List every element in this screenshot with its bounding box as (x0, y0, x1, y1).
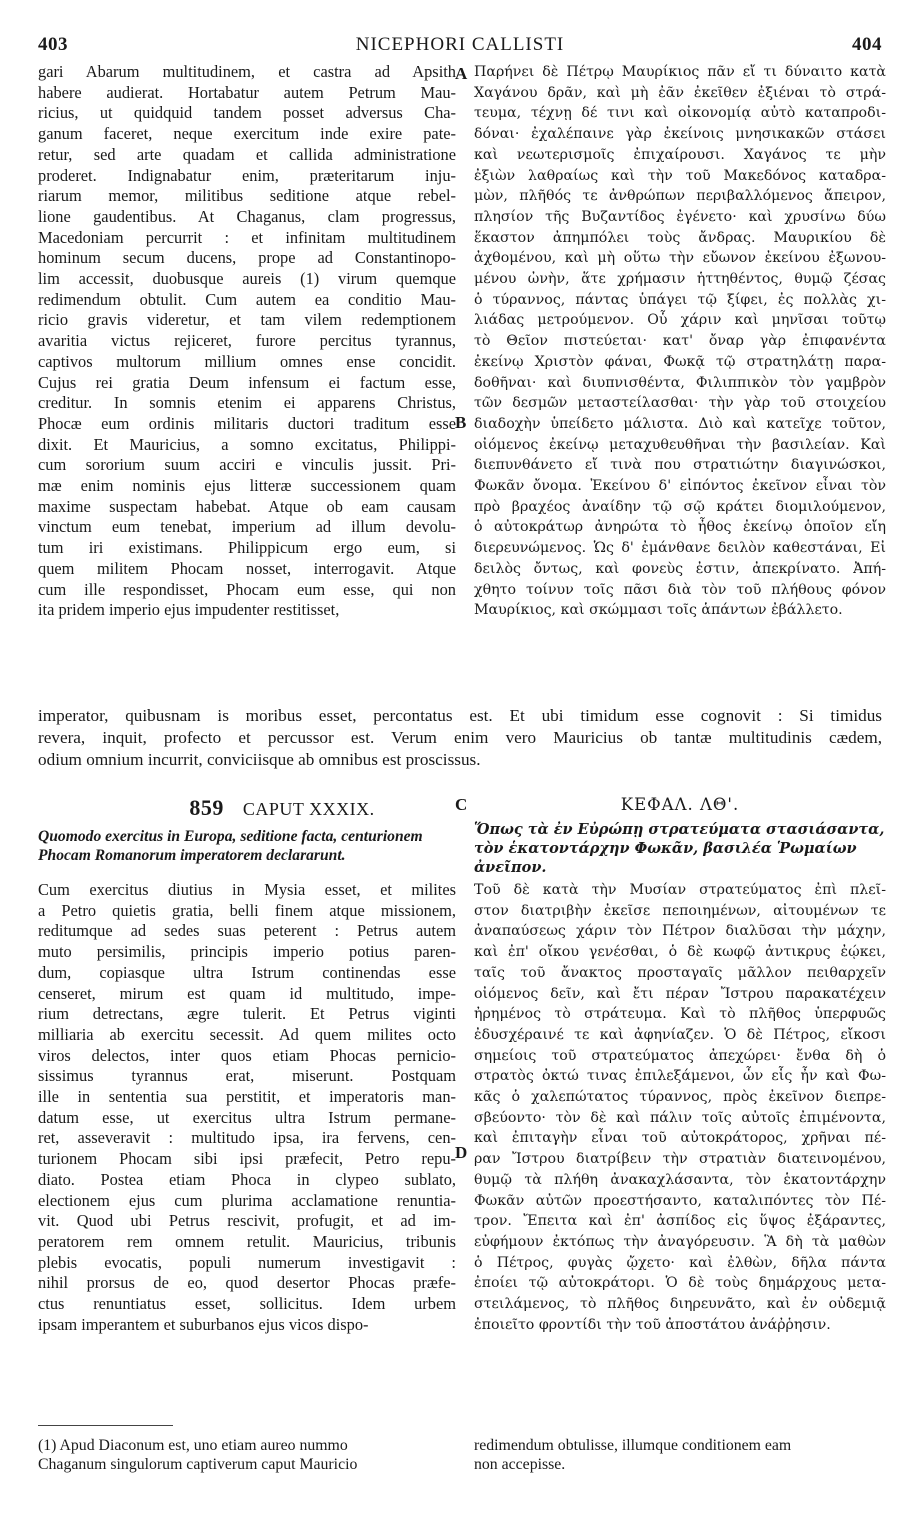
text-line: ἠρημένος τὸ στράτευμα. Καὶ τὸ πλῆθος ὑπερφυῶς (474, 1006, 886, 1023)
text-line: viros delectos, inter quos etiam Phocas pernicio- (38, 1045, 456, 1065)
text-line: στειλάμενος, τὸ πλῆθος διηρευνᾶτο, καὶ ἐν οὐδεμιᾷ (474, 1296, 886, 1313)
text-line: mæ enim nominis ejus litteræ successionem quam (38, 476, 456, 496)
text-line: reditumque ad sedes suas peterent : Petrus autem (38, 921, 456, 941)
text-line: πλησίον τῆς Βυζαντίδος ἐγένετο· καὶ χρυσίνω δύω (474, 208, 886, 225)
text-line: Cujus rei gratia Deum infensum ei factum esse, (38, 372, 456, 392)
text-line: lione gaudentibus. At Chaganus, clam progressus, (38, 206, 456, 226)
footnote (38, 1436, 456, 1474)
text-line: Chaganum singulorum captiverum caput Mauricio (38, 1456, 358, 1473)
text-line: Cum exercitus diutius in Mysia esset, et milites (38, 880, 456, 899)
text-line: ταῖς τοῦ ἄνακτος προσταγαῖς μᾶλλον πειθαρχεῖν (474, 964, 886, 981)
text-line: plebis evocatis, populi numerum investigavit : (38, 1252, 456, 1272)
text-line: milliaria ab exercitu secessit. Ad quem milites octo (38, 1024, 456, 1044)
greek-column-bottom (474, 880, 886, 1335)
text-line: σβεύοντο· τὸν δὲ καὶ πάλιν τοῖς αὐτοῖς ἐπιμένοντα, (474, 1109, 886, 1126)
text-line: dixit. Et Mauricius, a somno excitatus, Philippi- (38, 434, 456, 454)
text-line: καὶ ἐπ' οἴκου γενέσθαι, ὁ δὲ κωφῷ ἀντικρυς ἐῴκει, (474, 944, 886, 961)
text-line: ἐποίει τῷ αὐτοκράτορι. Ὁ δὲ τοὺς δημάρχους μετα- (474, 1275, 886, 1292)
text-line: retur, sed arte quadam et callida administratione (38, 144, 456, 164)
text-line: odium omnium incurrit, conviciisque ab omnibus est proscissus. (38, 750, 481, 769)
text-line: Τοῦ δὲ κατὰ τὴν Μυσίαν στρατεύματος ἐπὶ πλεῖ- (474, 882, 886, 898)
text-line: lim accessit, duobusque aureis (1) virum quemque (38, 269, 456, 289)
text-line: nihil prorsus de eo, quod desertor Phocas præfe- (38, 1273, 456, 1293)
text-line: captivos multorum millium omnes ense concidit. (38, 351, 456, 371)
text-line: dum, copiasque ultra Istrum continendas esse (38, 962, 456, 982)
text-line: ἐποιεῖτο φροντίδι τὴν τοῦ ἀποστάτου ἀνάῤῥησιν. (474, 1316, 831, 1333)
text-line: habere audierat. Hortabatur autem Petrum Mau- (38, 82, 456, 102)
caput-subtitle: Quomodo exercitus in Europa, seditione facta, centurionem Phocam Romanorum imperatorem declararunt. (38, 828, 423, 864)
text-line: Macedoniam percurrit : et infinitam multitudinem (38, 227, 456, 247)
text-line: quem militem Phocam nosset, interrogavit. Atque (38, 558, 456, 578)
text-line: vit. Quod ubi Petrus rescivit, profugit, et ad im- (38, 1211, 456, 1231)
text-line: λιάδας μετρούμενον. Οὗ χάριν καὶ μηνῖσαι τοῦτῳ (474, 312, 886, 329)
text-line: τρον. Ἔπειτα καὶ ἐπ' ἀσπίδος εἰς ὕψος ἐξάραντες, (474, 1213, 886, 1230)
text-line: a Petro quietis gratia, belli finem atque missionem, (38, 900, 456, 920)
text-line: διαδοχὴν ὑπείδετο μάλιστα. Διὸ καὶ κατεῖχε τοῦτον, (474, 415, 886, 432)
text-line: τῶν δεσμῶν μεταστείλασθαι· τὴν γὰρ τοῦ στοιχείου (474, 395, 886, 412)
text-line: (1) Apud Diaconum est, uno etiam aureo nummo (38, 1437, 348, 1454)
text-line: electionem ejus cum plurima acclamatione renuntia- (38, 1190, 456, 1210)
page-number-left: 403 (38, 34, 68, 55)
text-line: creditur. In somnis etenim ei apparens Christus, (38, 393, 456, 413)
text-line: μὼν, πλῆθός τε ἀνθρώπων περιβαλλόμενος ἄπειρον, (474, 188, 886, 205)
text-line: tum iri existimans. Philippicum ergo eum, si (38, 538, 456, 558)
text-line: ἐξιὼν λαθραίως καὶ τὴν τοῦ Μακεδόνος καταδρα- (474, 167, 886, 184)
text-line: πρὸ βραχέος ἀναίδην τῷ σῷ κράτει διομιλούμενον, (474, 498, 886, 515)
text-line: non accepisse. (474, 1456, 566, 1473)
text-line: ricius, ut quidquid tandem posset adversus Cha- (38, 103, 456, 123)
latin-column-top (38, 62, 456, 621)
text-line: οἰόμενος ἐκείνῳ μεταχυθευθῆναι τὴν βασιλείαν. Καὶ (474, 436, 886, 453)
caput-title: CAPUT XXXIX. (242, 799, 375, 819)
margin-marker-b: B (455, 413, 467, 432)
text-line: proderet. Indignabatur enim, præteritarum inju- (38, 165, 456, 185)
text-line: χθητο τοίνυν τοῖς πᾶσι διὰ τὸν τοῦ πλήθους φόνον (474, 581, 886, 598)
text-line: redimendum obtulisse, illumque conditionem eam (474, 1437, 792, 1454)
text-line: ganum faceret, neque exercitum inde exire pate- (38, 124, 456, 144)
text-line: gari Abarum multitudinem, et castra ad Apsith (38, 62, 456, 81)
latin-full-width-paragraph (38, 705, 882, 771)
text-line: rium detrectans, ægre tulerit. Et Petrus viginti (38, 1004, 456, 1024)
text-line: διεπυνθάνετο εἴ τινὰ που στρατιώτην διαγινώσκοι, (474, 457, 886, 474)
text-line: οἰόμενος δεῖν, καὶ ἔτι πέραν Ἴστρου παρακατέχειν (474, 985, 886, 1002)
text-line: imperator, quibusnam is moribus esset, percontatus est. Et ubi timidum esse cognovit : Si timidus (38, 706, 882, 725)
text-line: Μαυρίκιος, καὶ σκώμμασι τοῖς ἁπάντων ἐβάλλετο. (474, 602, 843, 619)
margin-marker-c: C (455, 795, 468, 814)
text-line: revera, inquit, profecto et percussor est. Verum enim vero Mauricius ob tantæ multitudinis cædem, (38, 728, 882, 747)
text-line: τευμα, τέχνῃ δέ τινι καὶ οἰκονομίᾳ αὐτὸ καταπροδι- (474, 105, 886, 122)
text-line: datum esse, ut exercitus ultra Istrum permane- (38, 1107, 456, 1127)
text-line: diato. Postea etiam Phoca in clypeo sublato, (38, 1169, 456, 1189)
footnote-rule (38, 1425, 173, 1426)
text-line: διερευνώμενος. Ὡς δ' ἐμάνθανε δειλὸν καθεστάναι, Εἰ (474, 540, 886, 557)
text-line: redimendum obtulit. Cum autem ea conditio Mau- (38, 289, 456, 309)
text-line: εὐφήμουν ἐκτόπως τὴν ἀναγόρευσιν. Ἃ δὴ τὰ μαθὼν (474, 1233, 886, 1250)
text-line: ὁ αὐτοκράτωρ ἀνηρώτα τὸ ἦθος ἐκείνῳ ὁποῖον εἴη (474, 519, 886, 536)
text-line: Phocæ eum ordinis militaris ductori traditum esse (38, 413, 456, 433)
text-line: turionem Phocam sibi ipsi præfecit, Petro repu- (38, 1149, 456, 1169)
text-line: ctus renuntiatus esset, sollicitus. Idem urbem (38, 1294, 456, 1314)
text-line: muto persimilis, principis imperio potius paren- (38, 942, 456, 962)
text-line: hominum secum ducens, prope ad Constantinopo- (38, 248, 456, 268)
text-line: vinctum eum tenebat, imperium ad illum devolu- (38, 517, 456, 537)
text-line: ipsam imperantem et suburbanos ejus vicos dispo- (38, 1314, 369, 1334)
text-line: cum sororium suum acciri e vinculis jussit. Pri- (38, 455, 456, 475)
text-line: τὸ Θεῖον πιστεύεται· κατ' ὄναρ γὰρ ἐπιφανέντα (474, 333, 886, 350)
kephal-heading (474, 795, 886, 877)
text-line: δειλὸς ὄντως, καὶ φονεὺς ἐστιν, ἀπεκρίνατο. Ἀπή- (474, 560, 886, 577)
text-line: Χαγάνου δρᾶν, καὶ μὴ ἐᾶν ἐκεῖθεν ἐξιέναι τὸ στρά- (474, 84, 886, 101)
greek-column-top (474, 62, 886, 621)
text-line: δοθῆναι· καὶ διυπνισθέντα, Φιλιππικὸν τὸν γαμβρὸν (474, 374, 886, 391)
text-line: στρατὸς ὀκτώ τινας ἐπιλεξάμενοι, ὧν εἷς ἦν καὶ Φω- (474, 1068, 886, 1085)
text-line: ἐκείνῳ Χριστὸν φάναι, Φωκᾷ τῷ στρατηλάτῃ παρα- (474, 353, 886, 370)
text-line: δόναι· ἐχαλέπαινε γὰρ ἐκείνοις μνησικακῶν στάσει (474, 126, 886, 143)
column-number: 859 (189, 795, 224, 820)
text-line: censeret, mirum est quam id multitudo, impe- (38, 983, 456, 1003)
text-line: ἀχθομένου, καὶ μὴ οὕτω τὴν εὔωνον ἐκείνου ἐξωνου- (474, 250, 886, 267)
text-line: ita pridem imperio ejus impudenter restitisset, (38, 600, 340, 620)
text-line: ret, asseveravit : multitudo ipsa, ira fervens, cen- (38, 1128, 456, 1148)
text-line: καὶ ἐπιταγὴν εἶναι τοῦ αὐτοκράτορος, χρῆναι πέ- (474, 1130, 886, 1147)
page-number-right: 404 (852, 34, 882, 55)
text-line: ὁ Πέτρος, φυγὰς ᾤχετο· καὶ ἐλθὼν, δῆλα πάντα (474, 1254, 886, 1271)
text-line: θυμῷ τὰ πλήθη ἀνακαχλάσαντα, τὸν ἑκατοντάρχην (474, 1171, 886, 1188)
kephal-subtitle: Ὅπως τὰ ἐν Εὐρώπῃ στρατεύματα στασιάσαντα, τὸν ἑκατοντάρχην Φωκᾶν, βασιλέα Ῥωμαίων ἀνεῖπον. (474, 821, 885, 876)
text-line: Παρήνει δὲ Πέτρῳ Μαυρίκιος πᾶν εἴ τι δύναιτο κατὰ (474, 64, 886, 80)
text-line: στον διατριβὴν ἐκεῖσε πεποιημένων, αἰτουμένων τε (474, 902, 886, 919)
text-line: κᾶς ὁ χαλεπώτατος τύραννος, πρὸς ἐκεῖνον διεπρε- (474, 1089, 886, 1106)
text-line: σημείοις τοῦ στρατεύματος ἀπεχώρει· ἔνθα δὴ ὁ (474, 1047, 886, 1064)
text-line: Φωκᾶν ὄνομα. Ἐκείνου δ' εἰπόντος ἐκεῖνον εἶναι τὸν (474, 478, 886, 495)
text-line: ραν Ἴστρου διατρίβειν τὴν στρατιὰν διατεινομένου, (474, 1151, 886, 1168)
text-line: ὁ τύραννος, πάντας ὑπάγει τῷ ξίφει, ἐς πολλὰς χι- (474, 291, 886, 308)
text-line: ἐδυσχέραινέ τε καὶ ἀφηνίαζεν. Ὁ δὲ Πέτρος, εἴκοσι (474, 1026, 886, 1043)
text-line: μένου ὠνὴν, ἅτε χρήμασιν ἡττηθέντος, θυμῷ ζέσας (474, 271, 886, 288)
text-line: Φωκᾶν αὐτῶν προεστήσαντο, καταλιπόντες τὸν Πέ- (474, 1192, 886, 1209)
kephal-title: ΚΕΦΑΛ. ΛΘ'. (620, 795, 740, 814)
text-line: καὶ νεωτερισμοῖς ἐπιχαίρουσι. Χαγάνος τε μὴν (474, 146, 886, 163)
text-line: riarum memor, militibus seditione atque rebel- (38, 186, 456, 206)
text-line: peratorem rem omnem retulit. Mauricius, tribunis (38, 1231, 456, 1251)
running-title: NICEPHORI CALLISTI (355, 34, 565, 55)
text-line: ille in sententia sua perstitit, et imperatoris man- (38, 1087, 456, 1107)
text-line: cum ille respondisset, Phocam eum esse, qui non (38, 579, 456, 599)
margin-marker-a: A (455, 64, 468, 83)
text-line: sissimus tyrannus erat, miserunt. Postquam (38, 1066, 456, 1086)
footnote-continuation (474, 1436, 886, 1474)
caput-heading (38, 795, 456, 865)
margin-marker-d: D (455, 1143, 468, 1162)
text-line: maxime suspectam habebat. Atque ob eam causam (38, 496, 456, 516)
text-line: ἀναπαύσεως χάριν τὸν Πέτρον διαλῦσαι τὴν μάχην, (474, 923, 886, 940)
text-line: avaritia victus rejiceret, furore percitus tyrannus, (38, 331, 456, 351)
text-line: ἕκαστον ἀπημπόλει τοὺς ἄνδρας. Μαυρικίου δὲ (474, 229, 886, 246)
latin-column-bottom (38, 880, 456, 1335)
text-line: ricio gravis videretur, et tam vilem redemptionem (38, 310, 456, 330)
